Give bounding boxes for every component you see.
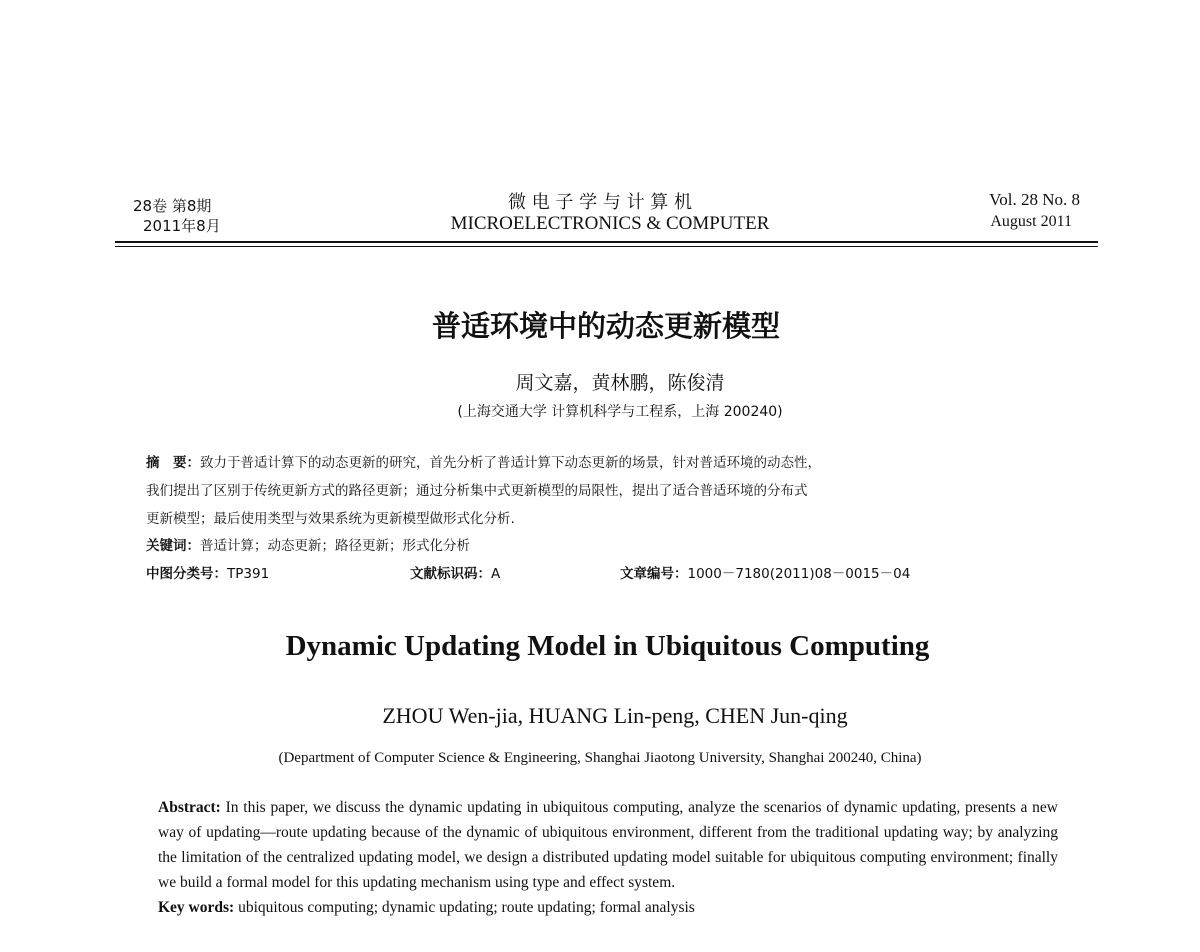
abstract-en: Abstract: In this paper, we discuss the dynamic updating in ubiquitous computing, analyze the scenarios of dynamic updating, presents a new way of updating—route updating because of the dynamic of ubiquitous environment, different from the traditional updating way; by analyzing the limitation of the centralized updating model, we design a distributed updating model suitable for ubiquitous computing environment; finally we build a formal model for this updating mechanism using type and effect system. Key words: ubiquitous computing; dynamic updating; route updating; formal analysis (158, 799, 1058, 916)
article-number: 文章编号：1000－7180(2011)08－0015－04 (620, 566, 911, 582)
keywords-en: ubiquitous computing; dynamic updating; route updating; formal analysis (234, 899, 695, 916)
title-en: Dynamic Updating Model in Ubiquitous Computing (285, 630, 930, 662)
classification-number: 中图分类号：TP391 (146, 566, 270, 582)
abstract-cn-line-3: 更新模型；最后使用类型与效果系统为更新模型做形式化分析. (146, 511, 515, 527)
affiliation-en: (Department of Computer Science & Engineering, Shanghai Jiaotong University, Shanghai 200240, China) (278, 750, 922, 766)
journal-name-cn: 微 电 子 学 与 计 算 机 (507, 192, 693, 213)
volume-en: Vol. 28 No. 8 (989, 190, 1080, 209)
header-rule (115, 241, 1098, 243)
affiliation-cn: (上海交通大学 计算机科学与工程系，上海 200240) (457, 404, 783, 420)
date-en: August 2011 (990, 213, 1072, 230)
journal-name-en: MICROELECTRONICS & COMPUTER (450, 213, 770, 234)
abstract-cn-line-2: 我们提出了区别于传统更新方式的路径更新；通过分析集中式更新模型的局限性，提出了适合普适环境的分布式 (146, 483, 808, 499)
keywords-en-label: Key words: (158, 899, 235, 916)
document-code: 文献标识码：A (410, 566, 501, 582)
header-rule-thin (115, 246, 1098, 247)
date-cn: 2011年8月 (143, 217, 221, 235)
authors-cn: 周文嘉，黄林鹏，陈俊清 (515, 372, 725, 394)
authors-en: ZHOU Wen-jia, HUANG Lin-peng, CHEN Jun-qing (382, 703, 848, 728)
abstract-cn-line-1: 摘 要：致力于普适计算下的动态更新的研究，首先分析了普适计算下动态更新的场景，针对普适环境的动态性， (146, 455, 821, 471)
abstract-cn-label: 摘 要： (146, 455, 200, 471)
title-cn: 普适环境中的动态更新模型 (431, 309, 780, 343)
keywords-cn: 关键词：普适计算；动态更新；路径更新；形式化分析 (146, 538, 470, 554)
volume-cn: 28卷 第8期 (133, 197, 212, 215)
